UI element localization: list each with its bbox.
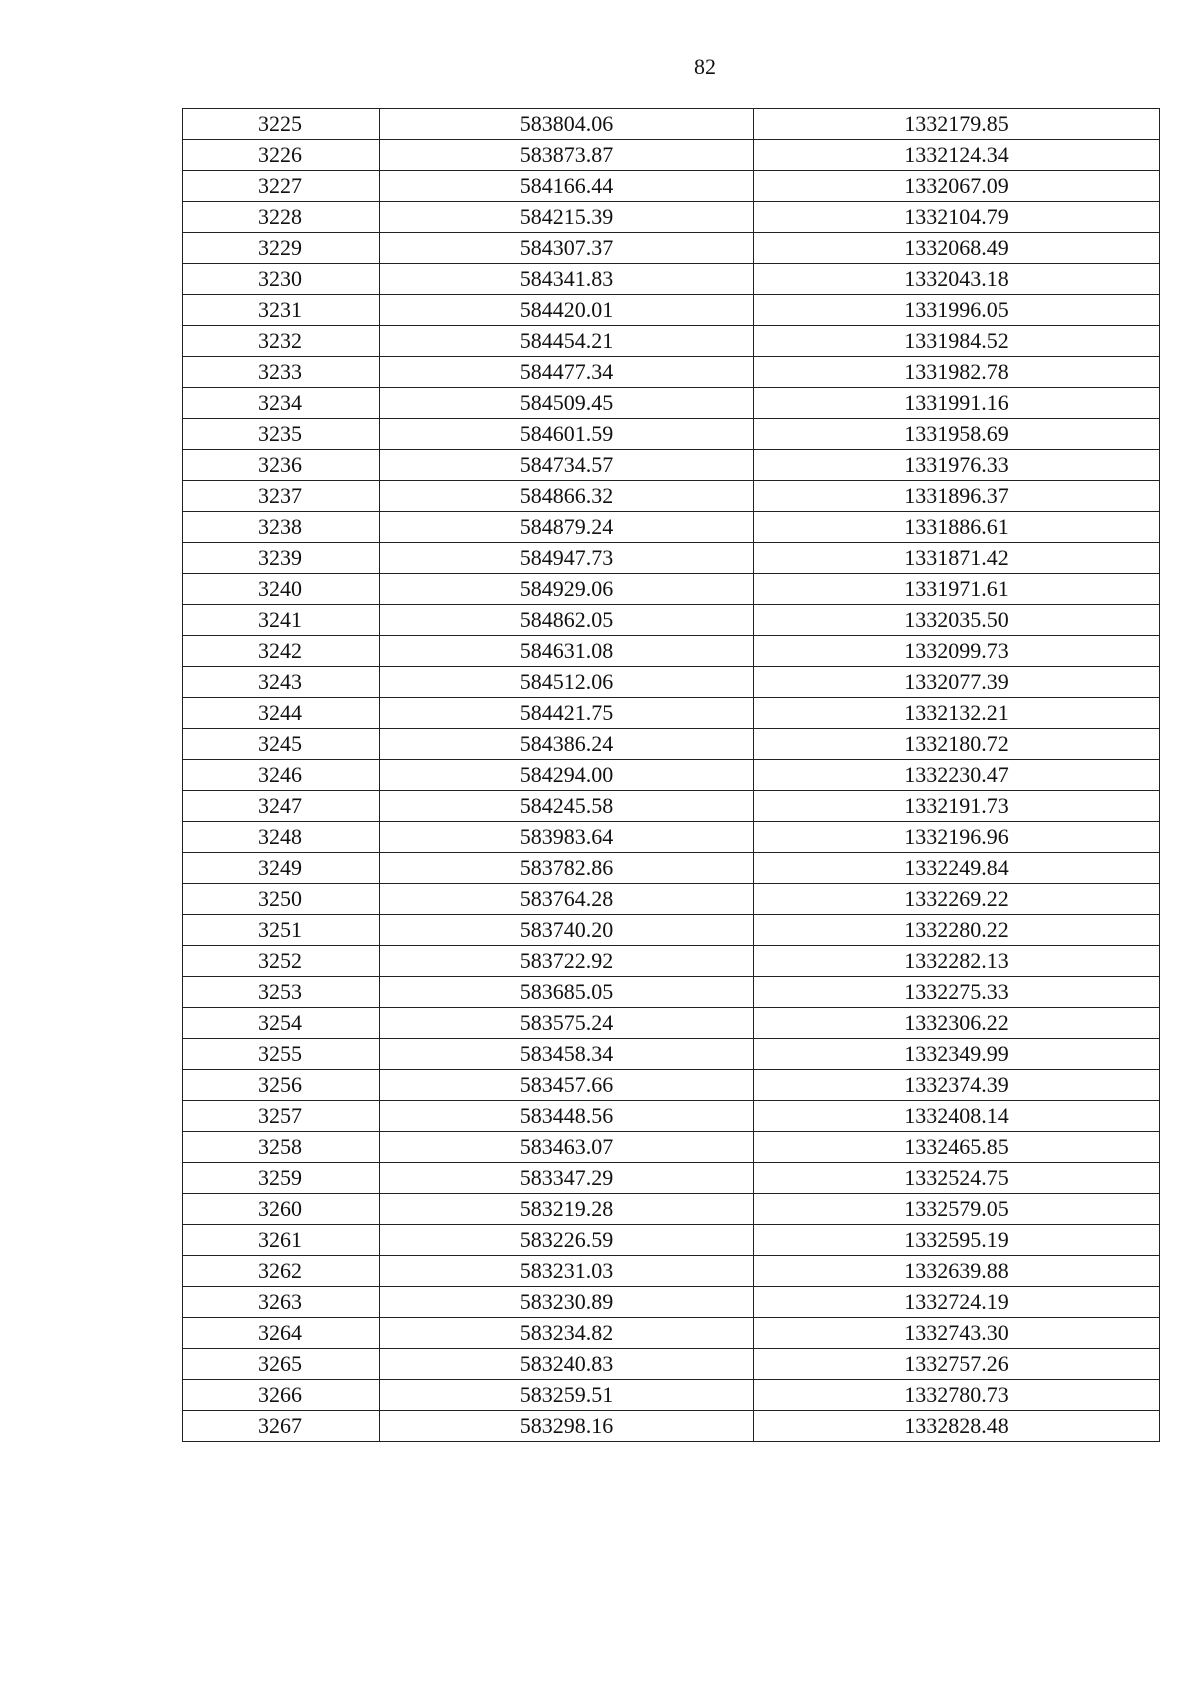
table-row: [183, 357, 1160, 388]
table-row: [183, 419, 1160, 450]
point-id-cell: 3257: [183, 1101, 380, 1132]
x-coordinate-cell: 584215.39: [380, 202, 754, 233]
table-row: [183, 1380, 1160, 1411]
y-coordinate-cell: 1332068.49: [754, 233, 1160, 264]
x-coordinate-cell: 584386.24: [380, 729, 754, 760]
table-row: [183, 822, 1160, 853]
x-coordinate-cell: 583226.59: [380, 1225, 754, 1256]
point-id-cell: 3236: [183, 450, 380, 481]
table-row: [183, 202, 1160, 233]
x-coordinate-cell: 584454.21: [380, 326, 754, 357]
table-row: [183, 543, 1160, 574]
y-coordinate-cell: 1332828.48: [754, 1411, 1160, 1442]
x-coordinate-cell: 583259.51: [380, 1380, 754, 1411]
y-coordinate-cell: 1332179.85: [754, 109, 1160, 140]
table-row: [183, 791, 1160, 822]
point-id-cell: 3250: [183, 884, 380, 915]
point-id-cell: 3254: [183, 1008, 380, 1039]
y-coordinate-cell: 1332724.19: [754, 1287, 1160, 1318]
table-row: [183, 977, 1160, 1008]
x-coordinate-cell: 584166.44: [380, 171, 754, 202]
y-coordinate-cell: 1331984.52: [754, 326, 1160, 357]
x-coordinate-cell: 583298.16: [380, 1411, 754, 1442]
coordinate-table: [182, 108, 1160, 1442]
table-row: [183, 1039, 1160, 1070]
point-id-cell: 3265: [183, 1349, 380, 1380]
x-coordinate-cell: 583873.87: [380, 140, 754, 171]
point-id-cell: 3253: [183, 977, 380, 1008]
table-row: [183, 109, 1160, 140]
point-id-cell: 3225: [183, 109, 380, 140]
y-coordinate-cell: 1332595.19: [754, 1225, 1160, 1256]
table-row: [183, 1225, 1160, 1256]
point-id-cell: 3232: [183, 326, 380, 357]
point-id-cell: 3267: [183, 1411, 380, 1442]
y-coordinate-cell: 1332067.09: [754, 171, 1160, 202]
table-row: [183, 1194, 1160, 1225]
x-coordinate-cell: 583457.66: [380, 1070, 754, 1101]
x-coordinate-cell: 583782.86: [380, 853, 754, 884]
x-coordinate-cell: 584420.01: [380, 295, 754, 326]
x-coordinate-cell: 584929.06: [380, 574, 754, 605]
point-id-cell: 3241: [183, 605, 380, 636]
x-coordinate-cell: 583231.03: [380, 1256, 754, 1287]
point-id-cell: 3261: [183, 1225, 380, 1256]
y-coordinate-cell: 1331896.37: [754, 481, 1160, 512]
x-coordinate-cell: 583804.06: [380, 109, 754, 140]
y-coordinate-cell: 1332349.99: [754, 1039, 1160, 1070]
point-id-cell: 3239: [183, 543, 380, 574]
table-row: [183, 946, 1160, 977]
y-coordinate-cell: 1332124.34: [754, 140, 1160, 171]
x-coordinate-cell: 584421.75: [380, 698, 754, 729]
point-id-cell: 3248: [183, 822, 380, 853]
x-coordinate-cell: 584866.32: [380, 481, 754, 512]
table-row: [183, 1256, 1160, 1287]
page-number: 82: [694, 54, 716, 79]
y-coordinate-cell: 1332579.05: [754, 1194, 1160, 1225]
y-coordinate-cell: 1332191.73: [754, 791, 1160, 822]
point-id-cell: 3231: [183, 295, 380, 326]
y-coordinate-cell: 1331976.33: [754, 450, 1160, 481]
point-id-cell: 3246: [183, 760, 380, 791]
x-coordinate-cell: 584947.73: [380, 543, 754, 574]
table-row: [183, 1349, 1160, 1380]
table-row: [183, 853, 1160, 884]
x-coordinate-cell: 583448.56: [380, 1101, 754, 1132]
table-row: [183, 915, 1160, 946]
x-coordinate-cell: 584631.08: [380, 636, 754, 667]
table-row: [183, 760, 1160, 791]
x-coordinate-cell: 583458.34: [380, 1039, 754, 1070]
table-row: [183, 140, 1160, 171]
point-id-cell: 3243: [183, 667, 380, 698]
point-id-cell: 3238: [183, 512, 380, 543]
point-id-cell: 3242: [183, 636, 380, 667]
table-row: [183, 605, 1160, 636]
table-row: [183, 481, 1160, 512]
y-coordinate-cell: 1332104.79: [754, 202, 1160, 233]
x-coordinate-cell: 584307.37: [380, 233, 754, 264]
y-coordinate-cell: 1332465.85: [754, 1132, 1160, 1163]
y-coordinate-cell: 1331958.69: [754, 419, 1160, 450]
table-row: [183, 1287, 1160, 1318]
x-coordinate-cell: 583685.05: [380, 977, 754, 1008]
y-coordinate-cell: 1332280.22: [754, 915, 1160, 946]
point-id-cell: 3244: [183, 698, 380, 729]
x-coordinate-cell: 584294.00: [380, 760, 754, 791]
x-coordinate-cell: 583764.28: [380, 884, 754, 915]
table-row: [183, 1101, 1160, 1132]
y-coordinate-cell: 1332743.30: [754, 1318, 1160, 1349]
x-coordinate-cell: 584245.58: [380, 791, 754, 822]
y-coordinate-cell: 1332306.22: [754, 1008, 1160, 1039]
y-coordinate-cell: 1332757.26: [754, 1349, 1160, 1380]
x-coordinate-cell: 583722.92: [380, 946, 754, 977]
point-id-cell: 3235: [183, 419, 380, 450]
coordinate-table-body: [183, 109, 1160, 1442]
point-id-cell: 3249: [183, 853, 380, 884]
x-coordinate-cell: 583463.07: [380, 1132, 754, 1163]
table-row: [183, 295, 1160, 326]
y-coordinate-cell: 1332275.33: [754, 977, 1160, 1008]
table-row: [183, 450, 1160, 481]
x-coordinate-cell: 583740.20: [380, 915, 754, 946]
y-coordinate-cell: 1331996.05: [754, 295, 1160, 326]
point-id-cell: 3263: [183, 1287, 380, 1318]
table-row: [183, 512, 1160, 543]
y-coordinate-cell: 1332132.21: [754, 698, 1160, 729]
point-id-cell: 3247: [183, 791, 380, 822]
y-coordinate-cell: 1332099.73: [754, 636, 1160, 667]
point-id-cell: 3259: [183, 1163, 380, 1194]
x-coordinate-cell: 584734.57: [380, 450, 754, 481]
point-id-cell: 3262: [183, 1256, 380, 1287]
table-row: [183, 698, 1160, 729]
y-coordinate-cell: 1331982.78: [754, 357, 1160, 388]
point-id-cell: 3256: [183, 1070, 380, 1101]
table-row: [183, 1318, 1160, 1349]
x-coordinate-cell: 584512.06: [380, 667, 754, 698]
table-row: [183, 729, 1160, 760]
y-coordinate-cell: 1332269.22: [754, 884, 1160, 915]
point-id-cell: 3234: [183, 388, 380, 419]
y-coordinate-cell: 1331871.42: [754, 543, 1160, 574]
table-row: [183, 326, 1160, 357]
table-row: [183, 171, 1160, 202]
table-row: [183, 1008, 1160, 1039]
point-id-cell: 3237: [183, 481, 380, 512]
point-id-cell: 3251: [183, 915, 380, 946]
x-coordinate-cell: 583219.28: [380, 1194, 754, 1225]
y-coordinate-cell: 1332077.39: [754, 667, 1160, 698]
point-id-cell: 3266: [183, 1380, 380, 1411]
x-coordinate-cell: 583234.82: [380, 1318, 754, 1349]
table-row: [183, 884, 1160, 915]
table-row: [183, 1132, 1160, 1163]
point-id-cell: 3258: [183, 1132, 380, 1163]
x-coordinate-cell: 583575.24: [380, 1008, 754, 1039]
y-coordinate-cell: 1332249.84: [754, 853, 1160, 884]
point-id-cell: 3233: [183, 357, 380, 388]
x-coordinate-cell: 584477.34: [380, 357, 754, 388]
x-coordinate-cell: 583240.83: [380, 1349, 754, 1380]
point-id-cell: 3260: [183, 1194, 380, 1225]
x-coordinate-cell: 584862.05: [380, 605, 754, 636]
y-coordinate-cell: 1332524.75: [754, 1163, 1160, 1194]
y-coordinate-cell: 1332180.72: [754, 729, 1160, 760]
point-id-cell: 3229: [183, 233, 380, 264]
point-id-cell: 3255: [183, 1039, 380, 1070]
y-coordinate-cell: 1332639.88: [754, 1256, 1160, 1287]
point-id-cell: 3226: [183, 140, 380, 171]
table-row: [183, 264, 1160, 295]
table-row: [183, 1163, 1160, 1194]
table-row: [183, 574, 1160, 605]
y-coordinate-cell: 1331886.61: [754, 512, 1160, 543]
point-id-cell: 3228: [183, 202, 380, 233]
point-id-cell: 3252: [183, 946, 380, 977]
x-coordinate-cell: 583983.64: [380, 822, 754, 853]
y-coordinate-cell: 1332230.47: [754, 760, 1160, 791]
point-id-cell: 3264: [183, 1318, 380, 1349]
y-coordinate-cell: 1332374.39: [754, 1070, 1160, 1101]
point-id-cell: 3245: [183, 729, 380, 760]
y-coordinate-cell: 1332196.96: [754, 822, 1160, 853]
y-coordinate-cell: 1331991.16: [754, 388, 1160, 419]
y-coordinate-cell: 1332043.18: [754, 264, 1160, 295]
x-coordinate-cell: 583230.89: [380, 1287, 754, 1318]
table-row: [183, 667, 1160, 698]
table-row: [183, 1411, 1160, 1442]
x-coordinate-cell: 584601.59: [380, 419, 754, 450]
y-coordinate-cell: 1332282.13: [754, 946, 1160, 977]
x-coordinate-cell: 584879.24: [380, 512, 754, 543]
y-coordinate-cell: 1332408.14: [754, 1101, 1160, 1132]
x-coordinate-cell: 583347.29: [380, 1163, 754, 1194]
y-coordinate-cell: 1332780.73: [754, 1380, 1160, 1411]
y-coordinate-cell: 1332035.50: [754, 605, 1160, 636]
point-id-cell: 3240: [183, 574, 380, 605]
y-coordinate-cell: 1331971.61: [754, 574, 1160, 605]
point-id-cell: 3227: [183, 171, 380, 202]
table-row: [183, 636, 1160, 667]
x-coordinate-cell: 584341.83: [380, 264, 754, 295]
table-row: [183, 388, 1160, 419]
table-row: [183, 1070, 1160, 1101]
table-row: [183, 233, 1160, 264]
x-coordinate-cell: 584509.45: [380, 388, 754, 419]
point-id-cell: 3230: [183, 264, 380, 295]
